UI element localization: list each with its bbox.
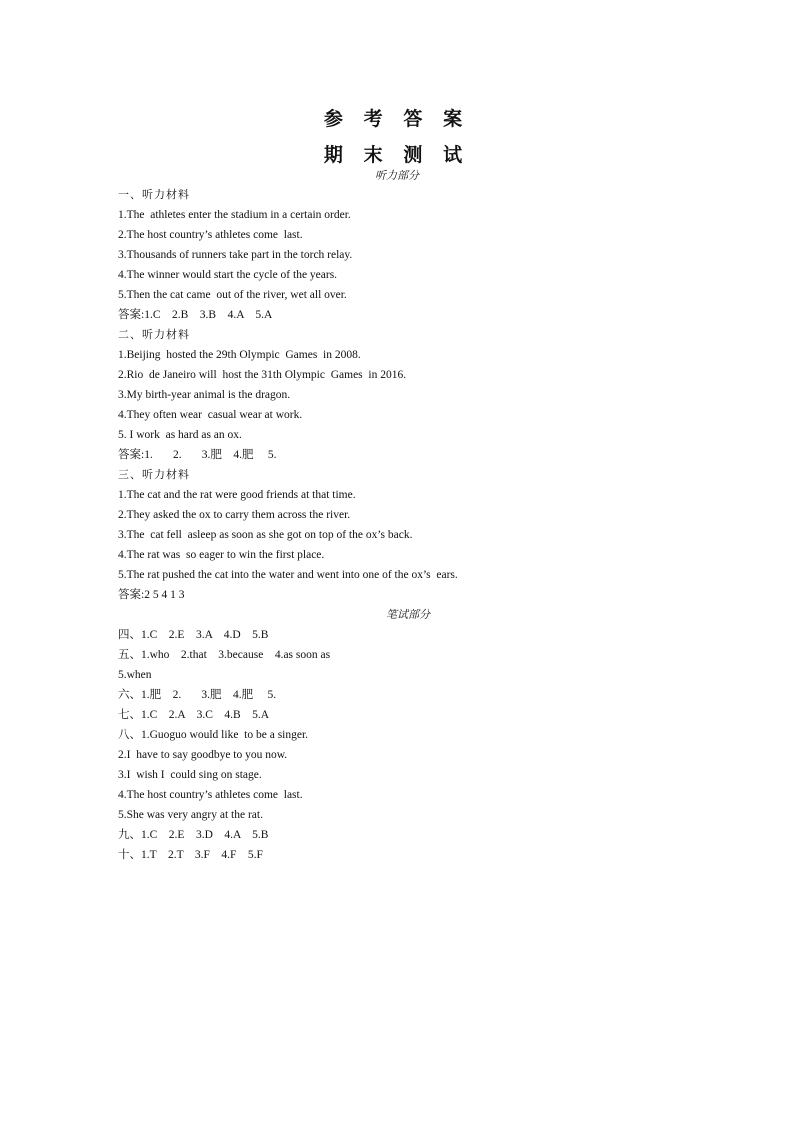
answer-line: 四、1.C 2.E 3.A 4.D 5.B [118, 629, 269, 641]
section-heading: 二、听力材料 [118, 329, 190, 341]
answer-line: 七、1.C 2.A 3.C 4.B 5.A [118, 709, 270, 721]
answer-line: 5.Then the cat came out of the river, wet all over. [118, 289, 347, 301]
answer-line: 答案:2 5 4 1 3 [118, 589, 185, 601]
answer-line: 2.The host country’s athletes come last. [118, 229, 303, 241]
written-section-heading: 笔试部分 [386, 609, 430, 621]
answer-line: 5.The rat pushed the cat into the water and went into one of the ox’s ears. [118, 569, 458, 581]
document-title: 参 考 答 案 [323, 109, 471, 130]
answer-line: 2.They asked the ox to carry them across the river. [118, 509, 351, 521]
answer-line: 3.My birth-year animal is the dragon. [118, 389, 291, 401]
section-heading: 三、听力材料 [118, 469, 190, 481]
answer-line: 4.The rat was so eager to win the first place. [118, 549, 325, 561]
answer-line: 1.Beijing hosted the 29th Olympic Games in 2008. [118, 349, 361, 361]
answer-line: 4.The host country’s athletes come last. [118, 789, 303, 801]
answer-line: 答案:1.C 2.B 3.B 4.A 5.A [118, 309, 273, 321]
answer-line: 3.The cat fell asleep as soon as she got on top of the ox’s back. [118, 529, 413, 541]
answer-line: 九、1.C 2.E 3.D 4.A 5.B [118, 829, 269, 841]
answer-line: 2.I have to say goodbye to you now. [118, 749, 288, 761]
document-subtitle: 期 末 测 试 [323, 145, 471, 166]
answer-line: 十、1.T 2.T 3.F 4.F 5.F [118, 849, 263, 861]
answer-line: 5. I work as hard as an ox. [118, 429, 242, 441]
answer-line: 5.She was very angry at the rat. [118, 809, 263, 821]
answer-line: 3.I wish I could sing on stage. [118, 769, 262, 781]
answer-line: 3.Thousands of runners take part in the torch relay. [118, 249, 353, 261]
answer-list [118, 185, 678, 865]
answer-line: 4.They often wear casual wear at work. [118, 409, 303, 421]
answer-line: 1.The athletes enter the stadium in a certain order. [118, 209, 351, 221]
answer-line: 八、1.Guoguo would like to be a singer. [118, 729, 309, 741]
answer-line: 4.The winner would start the cycle of the years. [118, 269, 338, 281]
answer-line: 1.The cat and the rat were good friends at that time. [118, 489, 356, 501]
section-heading: 一、听力材料 [118, 189, 190, 201]
answer-line: 答案:1. 2. 3.肥 4.肥 5. [118, 449, 277, 461]
answer-line: 五、1.who 2.that 3.because 4.as soon as [118, 649, 331, 661]
listening-section-heading: 听力部分 [375, 170, 419, 182]
answer-line: 5.when [118, 669, 152, 681]
answer-line: 六、1.肥 2. 3.肥 4.肥 5. [118, 689, 277, 701]
answer-line: 2.Rio de Janeiro will host the 31th Olympic Games in 2016. [118, 369, 407, 381]
